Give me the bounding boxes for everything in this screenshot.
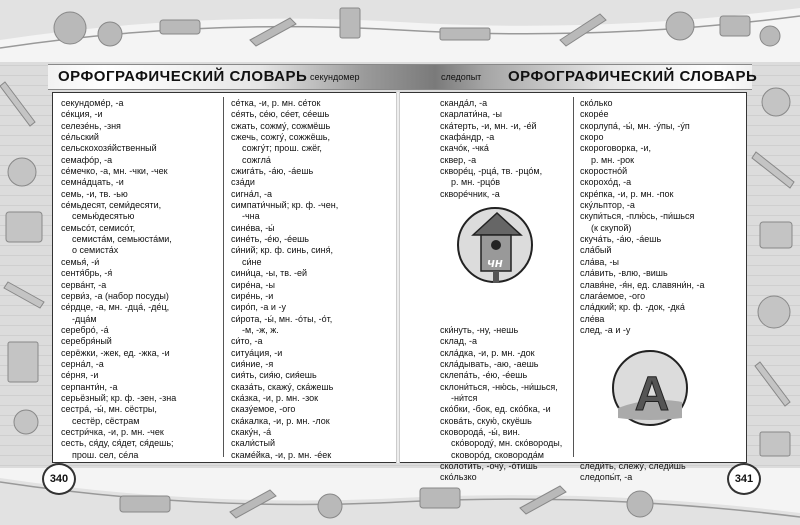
dictionary-entry: скали́стый — [231, 438, 276, 449]
dictionary-entry: серпанти́н, -а — [61, 381, 118, 392]
dictionary-entry: скаме́йка, -и, р. мн. -е́ек — [231, 449, 332, 460]
dictionary-entry: сжать, сожму́, сожмёшь — [231, 120, 331, 131]
column-divider — [223, 97, 224, 457]
dictionary-entry: сканда́л, -а — [440, 98, 488, 108]
emblem-letters-chn: чн — [487, 255, 503, 270]
dictionary-entry: серёжки, -жек, ед. -жка, -и — [61, 347, 170, 358]
dictionary-entry: ска́терть, -и, мн. -и, -е́й — [440, 120, 537, 131]
dictionary-entry: ску́льптор, -а — [580, 200, 635, 211]
dictionary-entry: серебря́ный — [61, 336, 112, 347]
dictionary-entry: сине́ва, -ы́ — [231, 222, 275, 233]
dictionary-entry: сесть, ся́ду, ся́дет, ся́дешь; — [61, 438, 174, 449]
dictionary-entry: сожгла́ — [242, 154, 271, 165]
dictionary-entry: се́рня, -и — [61, 370, 99, 381]
dictionary-entry: след, -а и -у — [580, 324, 631, 335]
dictionary-entry: прош. сел, се́ла — [72, 449, 139, 460]
dictionary-entry: скворе́ц, -рца́, тв. -рцо́м, — [440, 166, 543, 177]
column-3 — [440, 98, 562, 484]
dictionary-entry: сла́дкий; кр. ф. -док, -дка́ — [580, 302, 685, 313]
dictionary-entry: сле́ва — [580, 313, 605, 324]
dictionary-entry: склад, -а — [440, 336, 478, 347]
dictionary-entry: сия́ть, сия́ю, сия́ешь — [231, 370, 317, 381]
dictionary-entry — [440, 302, 562, 313]
dictionary-entry: (к скупой) — [591, 222, 632, 233]
dictionary-entry: се́рдце, -а, мн. -дца́, -де́ц, — [61, 302, 170, 313]
dictionary-entry: ска́зка, -и, р. мн. -зок — [231, 392, 319, 403]
emblem-letter-a: А — [634, 368, 670, 421]
dictionary-entry — [580, 336, 704, 347]
column-2 — [231, 98, 338, 461]
column-divider — [573, 97, 574, 457]
dictionary-entry: семьсо́т, семисо́т, — [61, 222, 136, 233]
dictionary-entry: скоростно́й — [580, 166, 628, 177]
dictionary-entry: ско́вороду́, мн. ско́вороды, — [451, 438, 563, 449]
dictionary-entry: семь, -и, тв. -ью — [61, 188, 128, 199]
dictionary-entry: серна́л, -а — [61, 358, 104, 369]
dictionary-entry: скорохо́д, -а — [580, 177, 632, 188]
dictionary-entry: сковорода́, -ы́, вин. — [440, 426, 521, 437]
dictionary-entry: серебро́, -а́ — [61, 324, 109, 335]
dictionary-entry: сколоти́ть, -очу́, -о́тишь — [440, 461, 538, 471]
dictionary-entry: слага́емое, -ого — [580, 290, 646, 301]
dictionary-entry: скуча́ть, -а́ю, -а́ешь — [580, 234, 662, 245]
dictionary-entry: ски́нуть, -ну, -нешь — [440, 324, 519, 335]
dictionary-entry: следи́ть, слежу́, следи́шь — [580, 461, 686, 471]
dictionary-entry: селезе́нь, -зня — [61, 120, 121, 131]
letter-a-emblem-icon — [610, 348, 690, 433]
dictionary-entry: -чна — [242, 211, 260, 222]
dictionary-entry — [580, 438, 704, 449]
dictionary-entry: сла́ва, -ы — [580, 256, 619, 267]
dictionary-entry: скафа́ндр, -а — [440, 132, 495, 143]
dictionary-entry: сла́вить, -влю, -вишь — [580, 268, 668, 279]
dictionary-entry: сиро́п, -а и -у — [231, 302, 286, 313]
dictionary-entry: си́ний; кр. ф. синь, синя́, — [231, 245, 333, 256]
dictionary-entry: сестра́, -ы́, мн. сёстры, — [61, 404, 157, 415]
dictionary-entry: семиста́м, семьюста́ми, — [72, 234, 172, 245]
right-page-title: ОРФОГРАФИЧЕСКИЙ СЛОВАРЬ — [508, 68, 758, 85]
dictionary-entry: серва́нт, -а — [61, 279, 107, 290]
dictionary-entry: скоро — [580, 132, 604, 143]
dictionary-entry: сквер, -а — [440, 154, 477, 165]
dictionary-entry — [440, 314, 562, 325]
dictionary-entry: следопы́т, -а — [580, 472, 633, 483]
dictionary-entry: сия́ние, -я — [231, 358, 274, 369]
dictionary-entry: скорлупа́, -ы́, мн. -у́пы, -у́п — [580, 120, 690, 131]
dictionary-entry: се́тка, -и, р. мн. се́ток — [231, 98, 321, 108]
dictionary-entry: се́льский — [61, 132, 99, 143]
dictionary-entry: р. мн. -рцо́в — [451, 177, 501, 188]
dictionary-entry: славя́не, -я́н, ед. славяни́н, -а — [580, 279, 705, 290]
dictionary-entry: сире́нь, -и — [231, 290, 274, 301]
dictionary-entry: склепа́ть, -е́ю, -е́ешь — [440, 370, 528, 381]
dictionary-entry: серви́з, -а (набор посуды) — [61, 290, 169, 301]
dictionary-entry: скороговорка, -и, — [580, 143, 652, 154]
top-decoration — [0, 0, 800, 62]
dictionary-entry: ситуа́ция, -и — [231, 347, 283, 358]
dictionary-entry: сказу́емое, -ого — [231, 404, 296, 415]
dictionary-entry: скоре́е — [580, 109, 609, 120]
dictionary-entry: ско́бки, -бок, ед. ско́бка, -и — [440, 404, 551, 415]
dictionary-entry: сла́бый — [580, 245, 612, 256]
dictionary-entry: склони́ться, -ню́сь, -ни́шься, — [440, 381, 558, 392]
dictionary-entry: сентя́брь, -я́ — [61, 268, 113, 279]
dictionary-entry: сельскохозя́йственный — [61, 143, 157, 154]
dictionary-entry: се́ять, се́ю, се́ет, се́ешь — [231, 109, 330, 120]
dictionary-entry: р. мн. -рок — [591, 154, 635, 165]
left-page-number: 340 — [42, 463, 76, 495]
column-1 — [61, 98, 176, 461]
dictionary-entry: скачо́к, -чка́ — [440, 143, 489, 154]
dictionary-entry: се́мечко, -а, мн. -чки, -чек — [61, 166, 168, 177]
dictionary-entry: семна́дцать, -и — [61, 177, 124, 188]
dictionary-entry: скворе́чник, -а — [440, 188, 500, 199]
dictionary-entry: скаку́н, -а́ — [231, 426, 272, 437]
dictionary-entry: сожгу́т; прош. сжёг, — [242, 143, 322, 154]
dictionary-entry: секундоме́р, -а — [61, 98, 124, 108]
birdhouse-emblem-icon — [455, 205, 535, 290]
dictionary-entry: сини́ца, -ы, тв. -ей — [231, 268, 308, 279]
dictionary-entry: си́рота, -ы́, мн. -о́ты, -о́т, — [231, 313, 333, 324]
dictionary-entry: сестри́чка, -и, р. мн. -чек — [61, 426, 164, 437]
dictionary-entry — [580, 450, 704, 461]
dictionary-entry: -дца́м — [72, 313, 97, 324]
left-page — [52, 92, 397, 463]
dictionary-entry: скупи́ться, -плю́сь, -пи́шься — [580, 211, 695, 222]
left-page-title: ОРФОГРАФИЧЕСКИЙ СЛОВАРЬ — [58, 68, 308, 85]
dictionary-entry: скова́ть, скую́, скуёшь — [440, 415, 532, 426]
dictionary-entry: сжечь, сожгу́, сожжёшь, — [231, 132, 330, 143]
dictionary-entry: ска́калка, -и, р. мн. -лок — [231, 415, 330, 426]
right-guide-word: следопыт — [441, 72, 482, 82]
left-side-decoration — [0, 62, 50, 468]
dictionary-entry: сестёр, сёстрам — [72, 415, 140, 426]
right-side-decoration — [750, 62, 800, 468]
dictionary-entry: скре́пка, -и, р. мн. -пок — [580, 188, 674, 199]
dictionary-entry: скла́дка, -и, р. мн. -док — [440, 347, 535, 358]
dictionary-entry: симпати́чный; кр. ф. -чен, — [231, 200, 339, 211]
dictionary-entry: семью́десятью — [72, 211, 135, 222]
right-page-number: 341 — [727, 463, 761, 495]
dictionary-entry: -ни́тся — [451, 392, 478, 403]
dictionary-entry: сказа́ть, скажу́, ска́жешь — [231, 381, 334, 392]
dictionary-entry: сире́на, -ы — [231, 279, 275, 290]
dictionary-entry: сигна́л, -а — [231, 188, 273, 199]
dictionary-entry: -м, -ж, ж. — [242, 324, 279, 335]
dictionary-entry: сковоро́д, сковорода́м — [451, 449, 544, 460]
dictionary-entry: семья́, -и́ — [61, 256, 100, 267]
dictionary-entry: се́кция, -и — [61, 109, 103, 120]
header-banner — [48, 64, 758, 90]
dictionary-entry: сза́ди — [231, 177, 255, 188]
dictionary-entry: се́мьдесят, семи́десяти, — [61, 200, 162, 211]
dictionary-entry: скла́дывать, -аю, -аешь — [440, 358, 539, 369]
dictionary-entry: си́не — [242, 256, 262, 267]
dictionary-entry — [440, 291, 562, 302]
dictionary-entry: скарлати́на, -ы — [440, 109, 502, 120]
dictionary-entry: серьёзный; кр. ф. -зен, -зна — [61, 392, 177, 403]
dictionary-entry: семафо́р, -а — [61, 154, 113, 165]
dictionary-entry: си́то, -а — [231, 336, 263, 347]
dictionary-entry: ско́льзко — [440, 472, 477, 483]
dictionary-entry: ско́лько — [580, 98, 613, 108]
left-guide-word: секундомер — [310, 72, 360, 82]
dictionary-entry: сжига́ть, -а́ю, -а́ешь — [231, 166, 314, 177]
dictionary-entry: сине́ть, -е́ю, -е́ешь — [231, 234, 309, 245]
dictionary-entry: о семиста́х — [72, 245, 119, 256]
